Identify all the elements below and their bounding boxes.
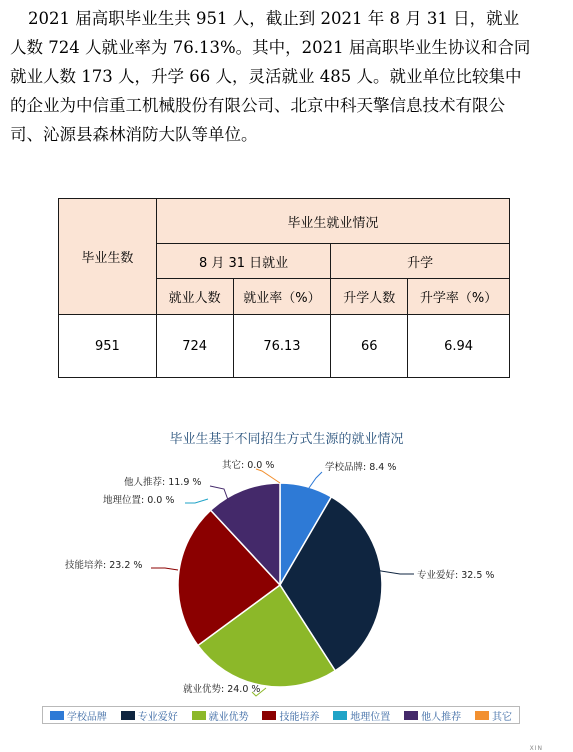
graduates-header: 毕业生数 — [59, 199, 157, 315]
data-label-major: 专业爱好: 32.5 % — [417, 570, 495, 581]
legend-label: 技能培养 — [279, 711, 320, 723]
watermark: XIN — [529, 745, 543, 752]
table-cell: 76.13 — [233, 315, 331, 378]
pie-svg — [0, 420, 573, 705]
data-label-brand: 学校品牌: 8.4 % — [325, 462, 397, 473]
table-cell: 724 — [156, 315, 233, 378]
paragraph-line: 2021 届高职毕业生共 951 人，截止到 2021 年 8 月 31 日，就业 — [28, 9, 520, 28]
data-label-other: 其它: 0.0 % — [222, 460, 275, 471]
employed-group-header: 8 月 31 日就业 — [156, 244, 331, 279]
data-label-advantage: 就业优势: 24.0 % — [183, 684, 261, 695]
legend-swatch — [333, 711, 347, 720]
legend-label: 其它 — [491, 711, 512, 723]
legend-swatch — [50, 711, 64, 720]
main-header: 毕业生就业情况 — [156, 199, 509, 244]
chart-title: 毕业生基于不同招生方式生源的就业情况 — [169, 432, 404, 447]
paragraph-line: 就业人数 173 人，升学 66 人，灵活就业 485 人。就业单位比较集中 — [10, 67, 522, 86]
legend-swatch — [404, 711, 418, 720]
legend-item-skills — [262, 708, 319, 723]
col-header: 就业率（%） — [233, 279, 331, 315]
legend-label: 学校品牌 — [66, 711, 107, 723]
pie-chart — [0, 420, 573, 750]
further-study-group-header: 升学 — [331, 244, 510, 279]
col-header: 就业人数 — [156, 279, 233, 315]
paragraph-line: 人数 724 人就业率为 76.13%。其中，2021 届高职毕业生协议和合同 — [10, 38, 531, 57]
legend-swatch — [475, 711, 489, 720]
legend-swatch — [262, 711, 276, 720]
table-cell: 951 — [59, 315, 157, 378]
label-leader-skills — [151, 568, 178, 570]
col-header: 升学人数 — [331, 279, 408, 315]
legend-item-location — [333, 708, 390, 723]
legend-label: 地理位置 — [350, 711, 391, 723]
paragraph-line: 的企业为中信重工机械股份有限公司、北京中科天擎信息技术有限公 — [10, 96, 505, 115]
label-leader-location — [185, 499, 208, 503]
legend-item-referral — [404, 708, 461, 723]
legend-item-major — [121, 708, 178, 723]
legend-swatch — [121, 711, 135, 720]
legend-label: 就业优势 — [208, 711, 249, 723]
chart-legend — [42, 706, 520, 724]
table-cell: 66 — [331, 315, 408, 378]
label-leader-other — [256, 469, 280, 483]
legend-label: 他人推荐 — [421, 711, 462, 723]
col-header: 升学率（%） — [408, 279, 510, 315]
legend-item-advantage — [192, 708, 249, 723]
employment-table — [58, 198, 510, 378]
table-cell: 6.94 — [408, 315, 510, 378]
data-label-skills: 技能培养: 23.2 % — [65, 560, 143, 571]
table-row — [59, 315, 510, 378]
legend-item-brand — [50, 708, 107, 723]
legend-item-other — [475, 708, 512, 723]
data-label-referral: 他人推荐: 11.9 % — [124, 477, 202, 488]
legend-swatch — [192, 711, 206, 720]
paragraph-line: 司、沁源县森林消防大队等单位。 — [10, 125, 258, 144]
legend-label: 专业爱好 — [137, 711, 178, 723]
data-label-location: 地理位置: 0.0 % — [103, 495, 175, 506]
